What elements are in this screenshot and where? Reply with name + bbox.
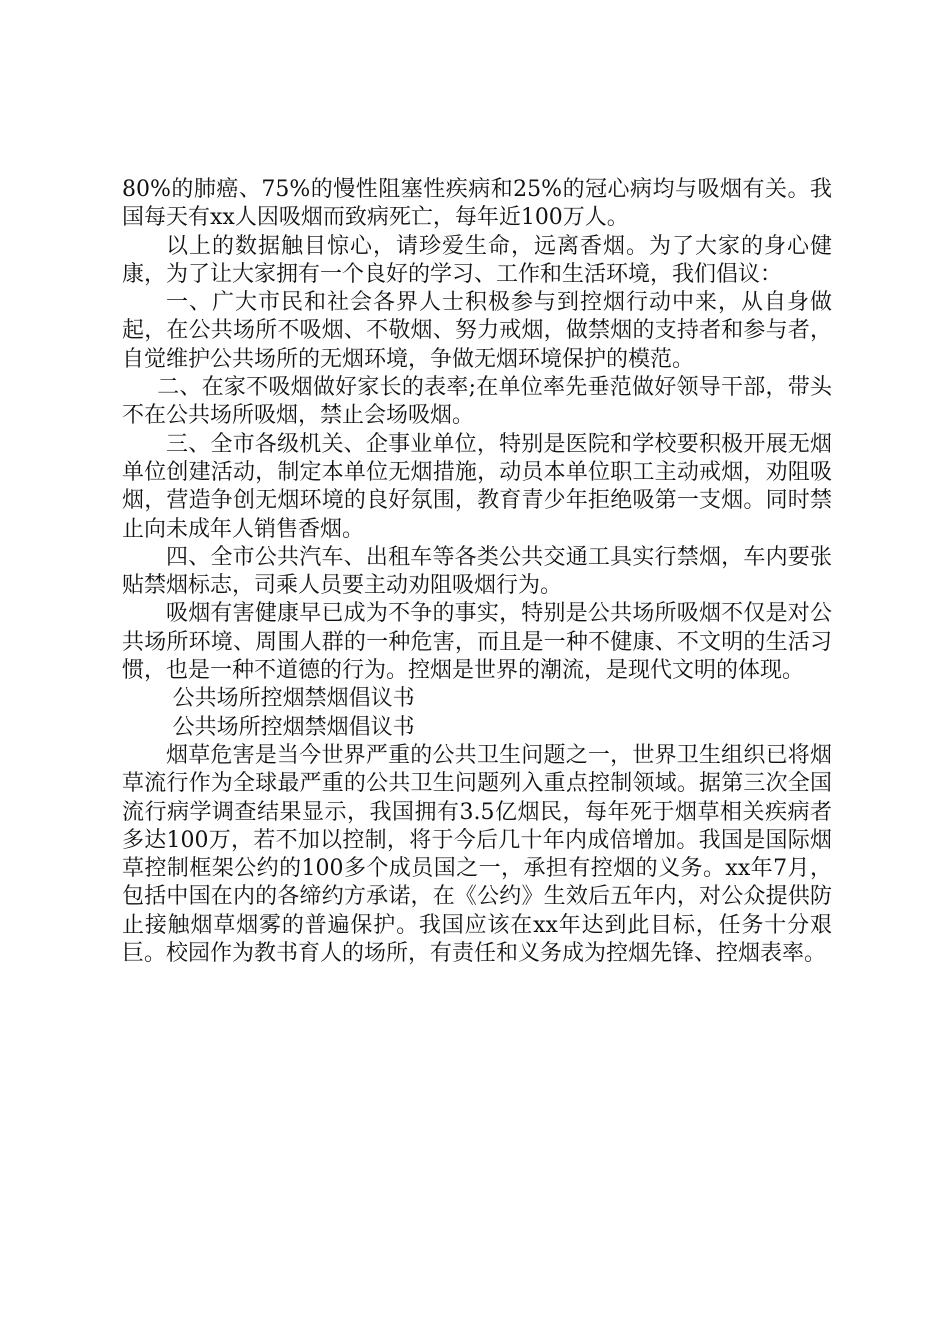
paragraph-tobacco-hazard: 烟草危害是当今世界严重的公共卫生问题之一，世界卫生组织已将烟草流行作为全球最严重的公共卫生问题列入重点控制领域。据第三次全国流行病学调查结果显示，我国拥有3.5亿烟民，每年死于烟草相关疾病者多达100万，若不加以控制，将于今后几十年内成倍增加。我国是国际烟草控制框架公约的100多个成员国之一，承担有控烟的义务。xx年7月，包括中国在内的各缔约方承诺，在《公约》生效后五年内，对公众提供防止接触烟草烟雾的普遍保护。我国应该在xx年达到此目标，任务十分艰巨。校园作为教书育人的场所，有责任和义务成为控烟先锋、控烟表率。 xyxy=(122,742,832,967)
paragraph-proposal-4: 四、全市公共汽车、出租车等各类公共交通工具实行禁烟，车内要张贴禁烟标志，司乘人员要主动劝阻吸烟行为。 xyxy=(122,544,832,599)
paragraph-appeal-intro: 以上的数据触目惊心，请珍爱生命，远离香烟。为了大家的身心健康，为了让大家拥有一个良好的学习、工作和生活环境，我们倡议： xyxy=(122,233,832,287)
section-title-repeat: 公共场所控烟禁烟倡议书 xyxy=(172,714,415,740)
paragraph-proposal-1: 一、广大市民和社会各界人士积极参与到控烟行动中来，从自身做起，在公共场所不吸烟、不敬烟、努力戒烟，做禁烟的支持者和参与者，自觉维护公共场所的无烟环境，争做无烟环境保护的模范。 xyxy=(122,290,832,372)
paragraph-conclusion: 吸烟有害健康早已成为不争的事实，特别是公共场所吸烟不仅是对公共场所环境、周围人群的一种危害，而且是一种不健康、不文明的生活习惯，也是一种不道德的行为。控烟是世界的潮流，是现代文明的体现。 xyxy=(122,601,832,684)
paragraph-statistics: 80%的肺癌、75%的慢性阻塞性疾病和25%的冠心病均与吸烟有关。我国每天有xx人因吸烟而致病死亡，每年近100万人。 xyxy=(122,177,832,231)
document-body xyxy=(122,176,832,968)
paragraph-proposal-3: 三、全市各级机关、企事业单位，特别是医院和学校要积极开展无烟单位创建活动，制定本单位无烟措施，动员本单位职工主动戒烟，劝阻吸烟，营造争创无烟环境的良好氛围，教育青少年拒绝吸第一支烟。同时禁止向未成年人销售香烟。 xyxy=(122,431,832,542)
paragraph-proposal-2: 二、在家不吸烟做好家长的表率;在单位率先垂范做好领导干部，带头不在公共场所吸烟，禁止会场吸烟。 xyxy=(122,375,832,429)
section-title: 公共场所控烟禁烟倡议书 xyxy=(172,686,415,712)
